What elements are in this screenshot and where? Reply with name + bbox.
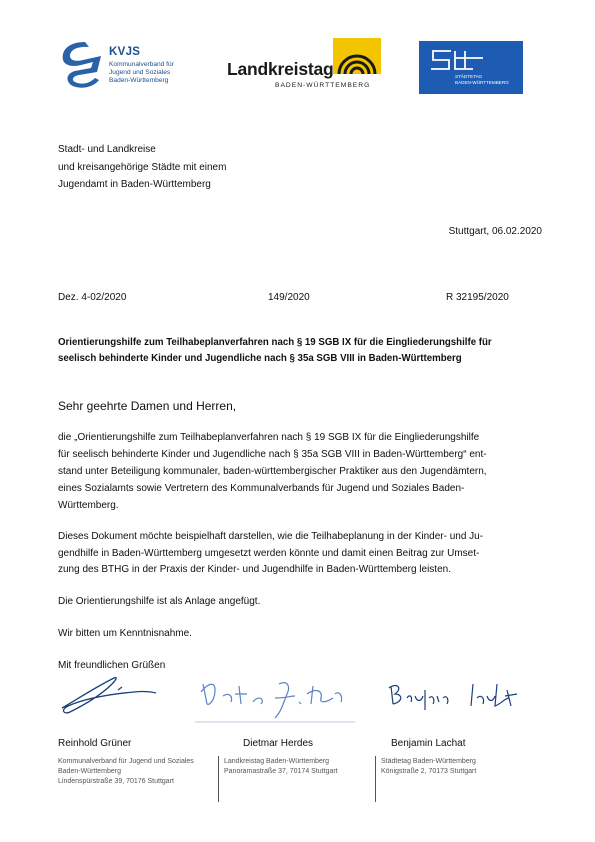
signer-2-name: Dietmar Herdes	[243, 738, 314, 749]
paragraph4: Wir bitten um Kenntnisnahme.	[58, 628, 192, 639]
landkreistag-sun-icon	[333, 38, 381, 74]
signer-1-name: Reinhold Grüner	[58, 738, 132, 749]
recipient-line2: und kreisangehörige Städte mit einem	[58, 162, 227, 173]
kvjs-line3: Baden-Württemberg	[109, 77, 169, 84]
paragraph1-line1: die „Orientierungshilfe zum Teilhabeplanverfahren nach § 19 SGB IX für die Eingliederungshilfe	[58, 432, 480, 443]
footer-landkreistag-line1: Landkreistag Baden-Württemberg	[224, 758, 330, 765]
recipient-line3: Jugendamt in Baden-Württemberg	[58, 179, 211, 190]
staedtetag-line2: BADEN-WÜRTTEMBERG	[455, 80, 509, 85]
paragraph3: Die Orientierungshilfe ist als Anlage angefügt.	[58, 596, 261, 607]
staedtetag-logo	[419, 41, 523, 94]
paragraph1-line4: eines Sozialamts sowie Vertretern des Kommunalverbands für Jugend und Soziales Baden-	[58, 483, 465, 494]
staedtetag-st-icon	[429, 49, 485, 73]
paragraph2-line1: Dieses Dokument möchte beispielhaft darstellen, wie die Teilhabeplanung in der Kinder- und Ju-	[58, 531, 484, 542]
footer-divider-1	[218, 756, 219, 802]
reference-r: R 32195/2020	[446, 292, 509, 303]
paragraph2-line2: gendhilfe in Baden-Württemberg umgesetzt werden könnte und damit einen Beitrag zur Umset-	[58, 548, 480, 559]
reference-number: 149/2020	[268, 292, 310, 303]
landkreistag-logo	[225, 38, 385, 94]
footer-kvjs-line3: Lindenspürstraße 39, 70176 Stuttgart	[58, 778, 174, 785]
footer-kvjs-line1: Kommunalverband für Jugend und Soziales	[58, 758, 194, 765]
paragraph1-line5: Württemberg.	[58, 500, 119, 511]
paragraph1-line3: stand unter Beteiligung kommunaler, baden-württembergischer Praktiker aus den Jugendämtern,	[58, 466, 487, 477]
salutation: Sehr geehrte Damen und Herren,	[58, 399, 237, 413]
signer-3-name: Benjamin Lachat	[391, 738, 466, 749]
kvjs-swoosh-icon	[55, 38, 103, 90]
subject-line1: Orientierungshilfe zum Teilhabeplanverfahren nach § 19 SGB IX für die Eingliederungshilfe für	[58, 337, 492, 348]
kvjs-line2: Jugend und Soziales	[109, 69, 171, 76]
footer-kvjs-line2: Baden-Württemberg	[58, 768, 122, 775]
reference-dez: Dez. 4-02/2020	[58, 292, 127, 303]
landkreistag-name: Landkreistag	[227, 59, 334, 79]
signature-herdes	[195, 674, 355, 726]
subject-line2: seelisch behinderte Kinder und Jugendliche nach § 35a SGB VIII in Baden-Württemberg	[58, 353, 462, 364]
closing: Mit freundlichen Grüßen	[58, 660, 166, 671]
kvjs-logo	[55, 38, 185, 90]
landkreistag-region: BADEN-WÜRTTEMBERG	[275, 82, 371, 89]
footer-landkreistag-line2: Panoramastraße 37, 70174 Stuttgart	[224, 768, 338, 775]
kvjs-line1: Kommunalverband für	[109, 61, 174, 68]
staedtetag-line1: STÄDTETAG	[455, 74, 483, 79]
signature-lachat	[385, 676, 535, 716]
place-date: Stuttgart, 06.02.2020	[448, 226, 542, 237]
kvjs-name: KVJS	[109, 46, 141, 58]
footer-staedtetag-line2: Königstraße 2, 70173 Stuttgart	[381, 768, 477, 775]
footer-staedtetag-line1: Städtetag Baden-Württemberg	[381, 758, 476, 765]
paragraph2-line3: zung des BTHG in der Praxis der Kinder- und Jugendhilfe in Baden-Württemberg leisten.	[58, 564, 451, 575]
signature-grüner	[56, 670, 162, 720]
paragraph1-line2: für seelisch behinderte Kinder und Jugendliche nach § 35a SGB VIII in Baden-Württemberg“ ent-	[58, 449, 487, 460]
footer-divider-2	[375, 756, 376, 802]
recipient-line1: Stadt- und Landkreise	[58, 144, 156, 155]
